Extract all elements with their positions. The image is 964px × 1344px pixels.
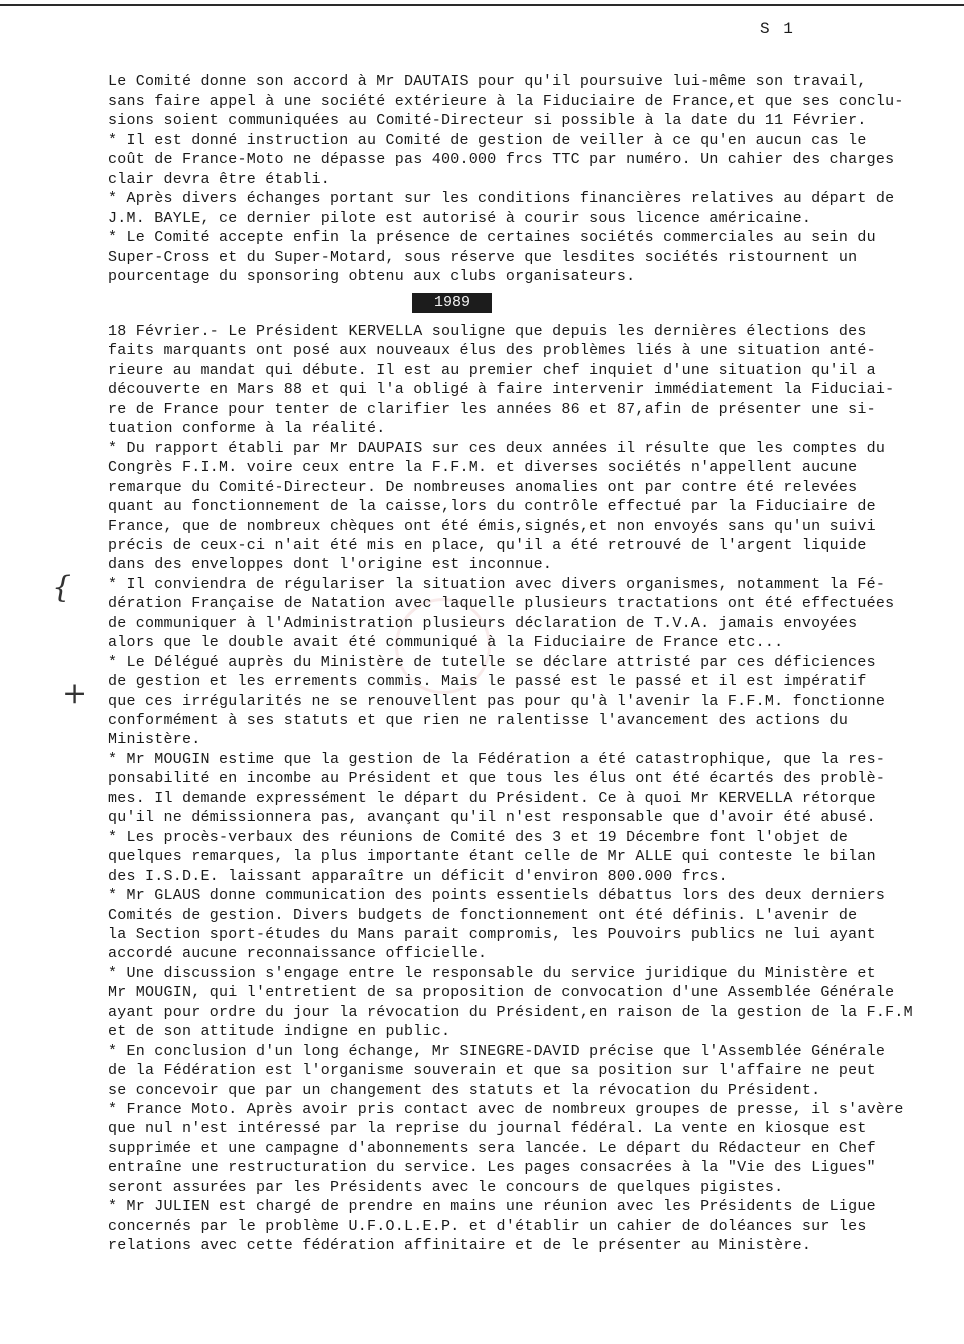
text-line: quelques remarques, la plus importante étant celle de Mr ALLE qui conteste le bilan [108,848,876,866]
text-line: rieure au mandat qui débute. Il est au premier chef inquiet d'une situation qu'il a [108,361,876,379]
text-line: * Après divers échanges portant sur les conditions financières relatives au départ de [108,190,895,207]
text-line: clair devra être établi. [108,170,331,188]
text-line: entraîne une restructuration du service. Les pages consacrées à la "Vie des Ligues" [108,1159,876,1177]
text-line: Super-Cross et du Super-Motard, sous réserve que lesdites sociétés ristournent un [108,248,858,266]
text-line: ponsabilité en incombe au Président et que tous les élus ont été écartés des problè- [108,770,886,788]
top-rule [0,4,964,6]
text-line: Mr MOUGIN, qui l'entretient de sa proposition de convocation d'une Assemblée Générale [108,984,895,1002]
text-line: quant au fonctionnement de la caisse,lors du contrôle effectué par la Fiduciaire de [108,498,876,516]
text-line: * Le Délégué auprès du Ministère de tutelle se déclare attristé par ces déficiences [108,653,876,671]
text-line: faits marquants ont posé aux nouveaux élus des problèmes liés à une situation anté- [108,342,876,360]
text-line: * Une discussion s'engage entre le responsable du service juridique du Ministère et [108,964,876,982]
margin-mark-brace: { [52,570,72,605]
text-line: relations avec cette fédération affinitaire et de le présenter au Ministère. [108,1237,812,1255]
text-line: que ces irrégularités ne se renouvellent pas pour qu'à l'avenir la F.F.M. fonctionne [108,692,886,710]
text-line: précis de ceux-ci n'ait été mis en place, qu'il a été retrouvé de l'argent liquide [108,536,867,554]
text-line: 18 Février.- Le Président KERVELLA souligne que depuis les dernières élections des [108,323,867,340]
text-line: * En conclusion d'un long échange, Mr SINEGRE-DAVID précise que l'Assemblée Générale [108,1042,886,1060]
text-line: qu'il ne démissionnera pas, avançant qu'il n'est responsable que d'avoir été abusé. [108,809,876,827]
text-line: * France Moto. Après avoir pris contact avec de nombreux groupes de presse, il s'avère [108,1101,904,1118]
text-line: se concevoir que par un changement des statuts et la révocation du Président. [108,1081,821,1099]
text-line: re de France pour tenter de clarifier les années 86 et 87,afin de présenter une si- [108,400,876,418]
text-line: Ministère. [108,731,201,749]
text-line: tuation conforme à la réalité. [108,420,386,438]
text-line: France, que de nombreux chèques ont été émis,signés,et non envoyés sans qu'un suivi [108,517,876,535]
text-line: sans faire appel à une société extérieure à la Fiduciaire de France,et que ses conclu- [108,92,904,110]
text-line: de communiquer à l'Administration plusieurs déclaration de T.V.A. jamais envoyées [108,614,858,632]
text-line: * Mr GLAUS donne communication des points essentiels débattus lors des deux derniers [108,887,886,905]
text-line: J.M. BAYLE, ce dernier pilote est autorisé à courir sous licence américaine. [108,209,812,227]
text-line: * Il est donné instruction au Comité de gestion de veiller à ce qu'en aucun cas le [108,131,867,149]
text-line: et de son attitude indigne en public. [108,1023,451,1041]
text-line: pourcentage du sponsoring obtenu aux clubs organisateurs. [108,268,636,285]
text-line: * Mr MOUGIN estime que la gestion de la Fédération a été catastrophique, que la res- [108,750,886,768]
text-line: de la Fédération est l'organisme souverain et que sa position sur l'affaire ne peut [108,1062,876,1080]
text-line: Congrès F.I.M. voire ceux entre la F.F.M. et diverses sociétés n'appellent aucune [108,459,858,477]
text-line: de gestion et les errements commis. Mais le passé est le passé et il est impératif [108,673,867,691]
text-line: * Le Comité accepte enfin la présence de certaines sociétés commerciales au sein du [108,229,876,246]
text-line: * Mr JULIEN est chargé de prendre en mains une réunion avec les Présidents de Ligue [108,1198,876,1216]
text-line: ayant pour ordre du jour la révocation du Président,en raison de la gestion de la F.F.M [108,1003,913,1021]
page-number: S 1 [760,20,795,38]
year-heading: 1989 [412,293,492,313]
text-line: supprimée et une campagne d'abonnements sera lancée. Le départ du Rédacteur en Chef [108,1139,876,1157]
text-line: dans des enveloppes dont l'origine est inconnue. [108,556,553,574]
text-line: * Les procès-verbaux des réunions de Comité des 3 et 19 Décembre font l'objet de [108,828,849,846]
text-line: concernés par le problème U.F.O.L.E.P. et d'établir un cahier de doléances sur les [108,1217,867,1235]
text-line: Le Comité donne son accord à Mr DAUTAIS pour qu'il poursuive lui-même son travail, [108,73,867,90]
text-line: * Il conviendra de régulariser la situation avec divers organismes, notamment la Fé- [108,575,886,593]
text-line: des I.S.D.E. laissant apparaître un déficit d'environ 800.000 frcs. [108,867,728,885]
text-line: dération Française de Natation avec laquelle plusieurs tractations ont été effectuées [108,595,895,613]
text-line: * Du rapport établi par Mr DAUPAIS sur ces deux années il résulte que les comptes du [108,439,886,457]
text-line: seront assurées par les Présidents avec le concours de quelques pigistes. [108,1178,784,1196]
text-line: Comités de gestion. Divers budgets de fonctionnement ont été définis. L'avenir de [108,906,858,924]
text-line: la Section sport-études du Mans parait compromis, les Pouvoirs publics ne lui ayant [108,925,876,943]
text-line: que nul n'est intéressé par la reprise du journal fédéral. La vente en kiosque est [108,1120,867,1138]
text-line: conformément à ses statuts et que rien ne ralentisse l'avancement des actions du [108,712,849,729]
text-line: découverte en Mars 88 et qui l'a obligé à faire intervenir immédiatement la Fiduciai- [108,381,895,399]
text-line: alors que le double avait été communiqué à la Fiduciaire de France etc... [108,634,784,652]
text-line: sions soient communiquées au Comité-Directeur si possible à la date du 11 Février. [108,112,867,129]
text-line: coût de France-Moto ne dépasse pas 400.000 frcs TTC par numéro. Un cahier des charges [108,151,895,168]
text-line: remarque du Comité-Directeur. De nombreuses anomalies ont par contre été relevées [108,478,858,496]
text-line: accordé aucune reconnaissance officielle. [108,945,488,963]
text-line: mes. Il demande expressément le départ du Président. Ce à quoi Mr KERVELLA rétorque [108,789,876,807]
margin-mark-cross: + [62,676,88,711]
